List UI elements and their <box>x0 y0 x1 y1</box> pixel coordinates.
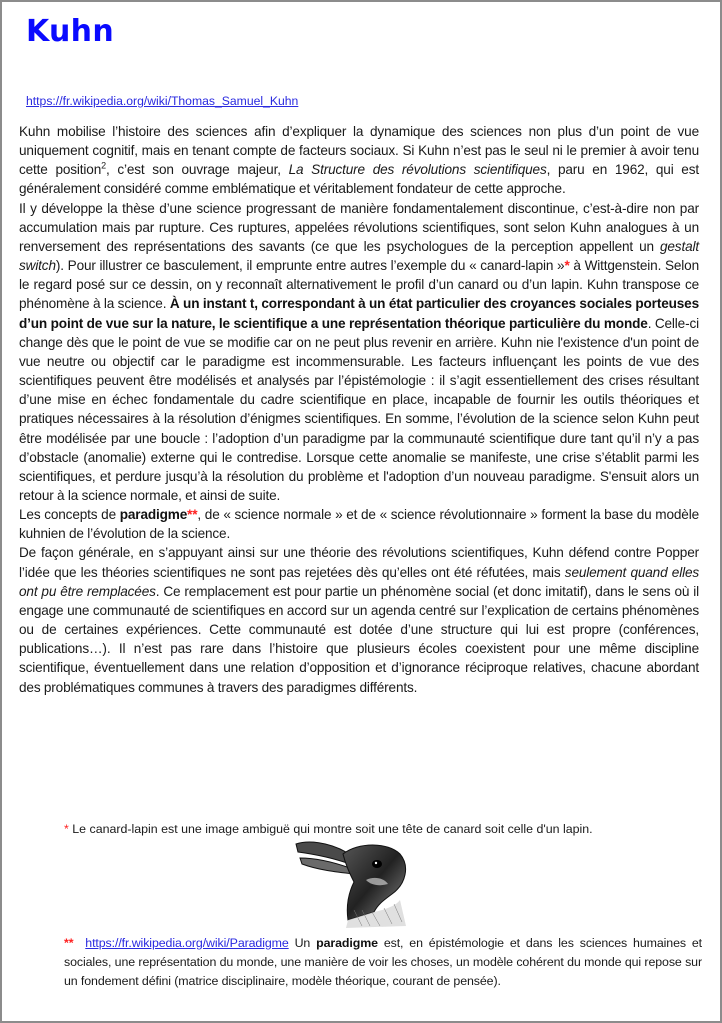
gestalt-term: gestalt switch <box>19 238 699 274</box>
emphasis-replaced: seulement quand elles ont pu être remplacées <box>19 564 699 599</box>
double-asterisk-marker: ** <box>64 936 74 950</box>
paragraph-popper: De façon générale, en s’appuyant ainsi sur une théorie des révolutions scientifiques, Kuhn défend contre Popper l’idée que les théories scientifiques ne sont pas rejetées dès qu’elles ont été réfutées, mais seulement quand elles ont pu être remplacées. Ce remplacement est pour partie un phénomène social (et donc imitatif), dans le sens où il engage une communauté de scientifiques en accord sur un agenda centré sur l’explication de certains phénomènes ou de certaines expériences. Cette communauté est dotée d’une structure qui lui est propre (conférences, publications…). Il n’est pas rare dans l’histoire que plusieurs écoles coexistent pour une même discipline scientifique, éventuellement dans une relation d’opposition et d’ignorance réciproque relatives, chacune abordant des problématiques communes à travers des paradigmes différents. <box>19 545 699 695</box>
wikipedia-kuhn-link[interactable]: https://fr.wikipedia.org/wiki/Thomas_Samuel_Kuhn <box>26 94 299 108</box>
paragraph-concepts: Les concepts de paradigme**, de « science normale » et de « science révolutionnaire » forment la base du modèle kuhnien de l’évolution de la science. <box>19 507 699 542</box>
double-asterisk-marker: ** <box>187 507 198 523</box>
duck-rabbit-image <box>288 840 448 930</box>
key-statement: À un instant t, correspondant à un état particulier des croyances sociales porteuses d’un point de vue sur la nature, le scientifique a une représentation théorique particulière du monde <box>19 296 699 331</box>
paradigm-term: paradigme <box>316 936 378 950</box>
asterisk-marker: * <box>564 258 570 274</box>
footnote-ref-2: 2 <box>101 160 106 171</box>
book-title: La Structure des révolutions scientifiques <box>288 162 547 178</box>
paragraph-thesis: Il y développe la thèse d’une science progressant de manière fondamentalement discontinue, c’est-à-dire non par accumulation mais par rupture. Ces ruptures, appelées révolutions scientifiques, sont selon Kuhn analogues à un renversement des représentations des savants (ce que les psychologues de la perception appellent un gestalt switch). Pour illustrer ce basculement, il emprunte entre autres l’exemple du « canard-lapin »* à Wittgenstein. Selon le regard posé sur ce dessin, on y reconnaît alternativement le profil d’un canard ou d’un lapin. Kuhn transpose ce phénomène à la science. À un instant t, correspondant à un état particulier des croyances sociales porteuses d’un point de vue sur la nature, le scientifique a une représentation théorique particulière du monde. Celle-ci change dès que le point de vue se modifie car on ne peut plus revenir en arrière. Kuhn nie l'existence d'un point de vue neutre ou objectif car le paradigme est incommensurable. Les facteurs influençant les points de vue des scientifiques peuvent être modélisés et analysés par l’épistémologie : il s’agit essentiellement des crises résultant d’une mise en échec fondamentale du cadre scientifique en place, incapable de fournir les outils théoriques et pratiques nécessaires à la résolution d’énigmes scientifiques. En somme, l’évolution de la science selon Kuhn peut être modélisée par une boucle : l’adoption d’un paradigme par la communauté scientifique dure tant qu’il n’y a pas d’obstacle (anomalie) externe qui le contredise. Lorsque cette anomalie se manifeste, une crise s’établit parmi les scientifiques, et perdure jusqu’à la résolution du problème et l'adoption d’un nouveau paradigme. S'ensuit alors un retour à la science normale, et ainsi de suite. <box>19 200 699 503</box>
paragraph-intro: Kuhn mobilise l’histoire des sciences afin d’expliquer la dynamique des sciences non plus d’un point de vue uniquement cognitif, mais en tenant compte de facteurs sociaux. Si Kuhn n’est pas le seul ni le premier à avoir tenu cette position$^2$, c’est son ouvrage majeur, La Structure des révolutions scientifiques, paru en 1962, qui est généralement considéré comme emblématique et véritablement fondateur de cette approche. <box>19 124 699 197</box>
article-body <box>19 122 699 697</box>
footnote-duck-rabbit: * Le canard-lapin est une image ambiguë qui montre soit une tête de canard soit celle d'un lapin. <box>64 822 593 836</box>
wikipedia-paradigm-link[interactable]: https://fr.wikipedia.org/wiki/Paradigme <box>85 936 289 950</box>
page-title: Kuhn <box>26 14 114 49</box>
footnote-paradigm: ** https://fr.wikipedia.org/wiki/Paradigme Un paradigme est, en épistémologie et dans les sciences humaines et sociales, une représentation du monde, une manière de voir les choses, un modèle cohérent du monde qui repose sur un fondement défini (matrice disciplinaire, modèle théorique, courant de pensée). <box>64 936 703 988</box>
asterisk-marker: * <box>64 822 69 836</box>
paradigm-term: paradigme <box>119 507 188 523</box>
